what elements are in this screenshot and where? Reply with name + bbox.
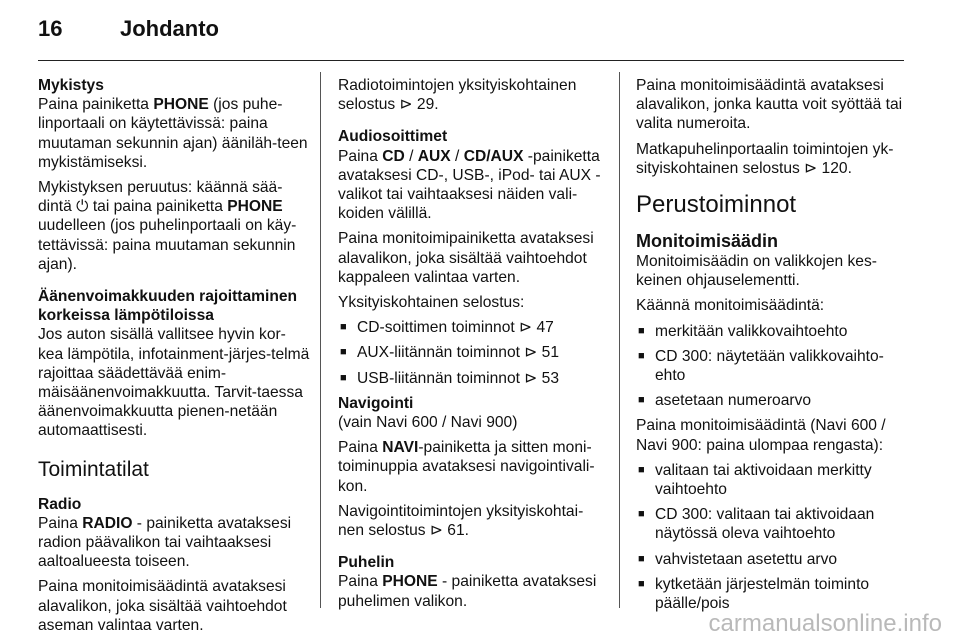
column-left bbox=[38, 76, 310, 641]
multifunction-knob-heading: Monitoimisäädin bbox=[636, 231, 779, 252]
modes-heading: Toimintatilat bbox=[38, 457, 149, 481]
cd-aux-key-label: CD/AUX bbox=[463, 147, 524, 165]
phone-key-label: PHONE bbox=[382, 573, 438, 591]
text: Paina bbox=[338, 147, 383, 165]
text: Paina bbox=[38, 514, 83, 532]
text: uudelleen (jos puhelinportaali on käy-tettävissä: paina muutaman sekunnin ajan). bbox=[38, 217, 297, 273]
radio-paragraph bbox=[38, 514, 310, 572]
text: Paina bbox=[338, 573, 383, 591]
radio-title: Radio bbox=[38, 495, 82, 513]
audio-details-label: Yksityiskohtainen selostus: bbox=[338, 294, 525, 312]
text: (jos puhe-linportaali on käytettävissä: paina muutaman sekunnin ajan) ääniläh-teen mykistämiseksi. bbox=[38, 96, 308, 171]
mute-paragraph bbox=[38, 95, 310, 172]
list-item: ■ AUX-liitännän toiminnot ⊳ 51 bbox=[338, 343, 606, 362]
basic-operation-heading: Perustoiminnot bbox=[636, 191, 797, 219]
header-rule bbox=[38, 60, 904, 61]
navi-key-label: NAVI bbox=[382, 439, 419, 457]
volume-limit-paragraph: Jos auton sisällä vallitsee hyvin kor-kea lämpötila, infotainment-järjes-telmä rajoittaa säädettävää enim-mäisäänenvoimakkuutta. Tarvit-taessa äänenvoimakkuutta pienen-netään automaattisesti. bbox=[38, 326, 310, 440]
text: tai paina painiketta bbox=[88, 198, 228, 216]
list-item: ■ valitaan tai aktivoidaan merkitty vaihtoehto bbox=[636, 461, 904, 499]
audio-paragraph bbox=[338, 147, 606, 224]
phone-key-label: PHONE bbox=[227, 198, 283, 216]
list-item: ■ asetetaan numeroarvo bbox=[636, 391, 904, 410]
power-knob-icon: ⏻ bbox=[76, 198, 89, 216]
column-divider bbox=[320, 72, 321, 608]
navigation-paragraph bbox=[338, 438, 606, 496]
navigation-reference: Navigointitoimintojen yksityiskohtai-nen selostus ⊳ 61. bbox=[338, 502, 584, 540]
column-middle bbox=[338, 76, 606, 617]
mute-title: Mykistys bbox=[38, 77, 104, 94]
list-item: ■ CD 300: näytetään valikkovaihto-ehto bbox=[636, 347, 904, 385]
knob-turn-label: Käännä monitoimisäädintä: bbox=[636, 297, 825, 315]
text: Mykistyksen peruutus: käännä sää-dintä bbox=[38, 179, 283, 216]
list-item: ■ USB-liitännän toiminnot ⊳ 53 bbox=[338, 369, 606, 388]
text: -painiketta ja sitten moni-toiminuppia avataksesi navigointivali-kon. bbox=[338, 439, 595, 495]
knob-press-label: Paina monitoimisäädintä (Navi 600 / Navi 900: paina ulompaa rengasta): bbox=[636, 417, 886, 454]
text: / bbox=[450, 147, 464, 165]
text: - painiketta avataksesi radion päävalikon tai vaihtaaksesi aaltoalueesta toiseen. bbox=[38, 514, 292, 571]
column-right bbox=[636, 76, 904, 619]
page-number: 16 bbox=[38, 16, 63, 41]
phone-reference: Matkapuhelinportaalin toimintojen yk-sityiskohtainen selostus ⊳ 120. bbox=[636, 140, 894, 177]
text: Paina bbox=[338, 439, 383, 457]
unmute-paragraph bbox=[38, 178, 310, 274]
cd-key-label: CD bbox=[382, 147, 405, 165]
list-item: ■ CD 300: valitaan tai aktivoidaan näytössä oleva vaihtoehto bbox=[636, 505, 904, 543]
list-item: ■ merkitään valikkovaihtoehto bbox=[636, 322, 904, 341]
radio-key-label: RADIO bbox=[82, 514, 133, 532]
phone-submenu-paragraph: Paina monitoimisäädintä avataksesi alavalikon, jonka kautta voit syöttää tai valita numeroita. bbox=[636, 77, 903, 133]
list-item: ■ kytketään järjestelmän toiminto päälle/pois bbox=[636, 575, 904, 613]
phone-title: Puhelin bbox=[338, 554, 395, 572]
chapter-title: Johdanto bbox=[120, 16, 219, 41]
list-item: ■ vahvistetaan asetettu arvo bbox=[636, 550, 904, 569]
text: - painiketta avataksesi puhelimen valikon. bbox=[338, 573, 597, 610]
radio-reference: Radiotoimintojen yksityiskohtainen selostus ⊳ 29. bbox=[338, 77, 577, 114]
aux-key-label: AUX bbox=[417, 147, 451, 165]
knob-paragraph: Monitoimisäädin on valikkojen kes-keinen ohjauselementti. bbox=[636, 253, 877, 290]
navigation-note: (vain Navi 600 / Navi 900) bbox=[338, 414, 518, 432]
volume-limit-title: Äänenvoimakkuuden rajoittaminen korkeissa lämpötiloissa bbox=[38, 288, 298, 325]
radio-submenu-paragraph: Paina monitoimisäädintä avataksesi alavalikon, joka sisältää vaihtoehdot aseman valintaa varten. bbox=[38, 578, 287, 634]
audio-submenu-paragraph: Paina monitoimipainiketta avataksesi alavalikon, joka sisältää vaihtoehdot kappaleen valintaa varten. bbox=[338, 230, 594, 286]
watermark: carmanualsonline.info bbox=[708, 610, 942, 637]
phone-key-label: PHONE bbox=[153, 96, 209, 114]
text: / bbox=[404, 147, 418, 165]
phone-paragraph bbox=[338, 572, 606, 610]
column-divider bbox=[619, 72, 620, 608]
navigation-title: Navigointi bbox=[338, 394, 414, 412]
text: Paina painiketta bbox=[38, 96, 154, 114]
audio-players-title: Audiosoittimet bbox=[338, 128, 448, 146]
text: -painiketta avataksesi CD-, USB-, iPod- tai AUX -valikot tai vaihtaaksesi näiden vali-koiden välillä. bbox=[338, 147, 601, 223]
list-item: ■ CD-soittimen toiminnot ⊳ 47 bbox=[338, 318, 606, 337]
